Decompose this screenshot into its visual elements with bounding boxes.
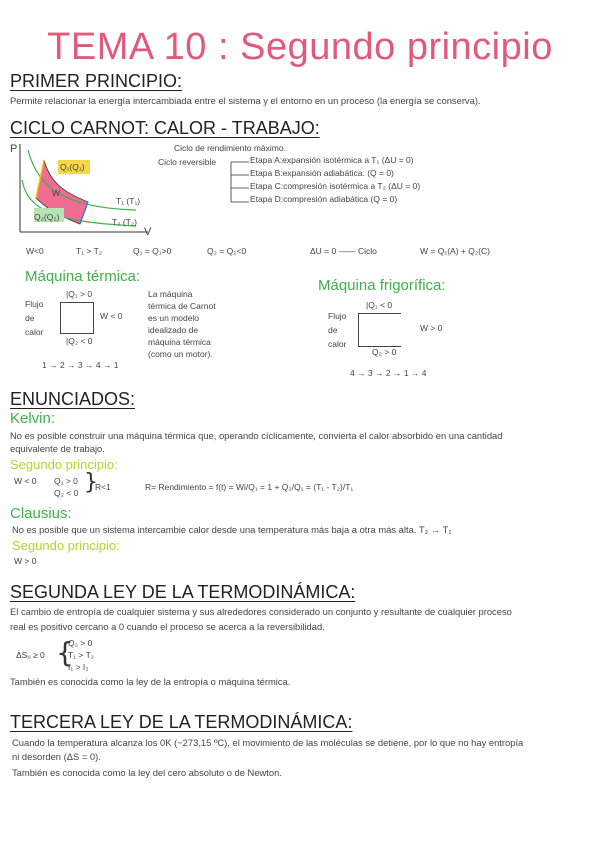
- termica-desc-1: La máquina: [148, 289, 193, 299]
- rel-w: W<0: [26, 246, 44, 256]
- c-w: W > 0: [14, 556, 37, 566]
- k-brace: }: [84, 470, 98, 495]
- k-q2: Q₂ < 0: [54, 488, 79, 498]
- clausius-heading: Clausius:: [10, 505, 72, 522]
- segundo-heading-2: Segundo principio:: [12, 538, 120, 553]
- segundo-heading-1: Segundo principio:: [10, 457, 118, 472]
- k-w: W < 0: [14, 476, 37, 486]
- kelvin-text-1: No es posible construir una máquina térmica que, operando cíclicamente, convierta el calor absorbido en una cantidad: [10, 430, 503, 441]
- p-label: P: [10, 143, 18, 155]
- page-title: TEMA 10 : Segundo principio: [47, 26, 553, 68]
- step-d: Etapa D:compresión adiabática (Q = 0): [250, 194, 398, 204]
- segunda-heading: SEGUNDA LEY DE LA TERMODINÁMICA:: [10, 582, 356, 602]
- termica-box: [60, 302, 94, 334]
- frigorifica-heading: Máquina frigorífica:: [318, 277, 446, 294]
- k-r: R<1: [95, 482, 111, 492]
- clausius-text: No es posible que un sistema intercambie calor desde una temperatura más baja a otra más alta. T₂ → T₁: [12, 524, 452, 535]
- t2-label: T₂ (T₂): [112, 217, 138, 227]
- termica-desc-5: máquina térmica: [148, 337, 211, 347]
- segunda-c3: I₁ > I₂: [68, 662, 89, 672]
- rel-du: ΔU = 0 —— Ciclo: [310, 246, 377, 256]
- rel-q2: Q₂ = Q₂<0: [207, 246, 247, 256]
- termica-desc-6: (como un motor).: [148, 349, 213, 359]
- frig-flujo-1: Flujo: [328, 311, 347, 321]
- segunda-also: También es conocida como la ley de la entropía o máquina térmica.: [10, 676, 291, 687]
- q2-label: Q₂(Q₂): [34, 212, 60, 222]
- frig-box: [358, 313, 401, 347]
- carnot-heading: CICLO CARNOT: CALOR - TRABAJO:: [10, 118, 320, 138]
- step-a: Etapa A:expansión isotérmica a T₁ (ΔU = 0): [250, 155, 414, 165]
- q1-label: Q₁(Q₁): [60, 162, 85, 172]
- frig-q1: |Q₁ < 0: [366, 300, 393, 310]
- kelvin-heading: Kelvin:: [10, 410, 56, 427]
- cycle-max: Ciclo de rendimiento máximo.: [174, 143, 286, 153]
- segunda-ds: ΔSᵤ ≥ 0: [16, 650, 45, 660]
- k-q1: Q₁ > 0: [54, 476, 78, 486]
- termica-desc-3: es un modelo: [148, 313, 200, 323]
- segunda-c2: T₁ > T₂: [68, 650, 95, 660]
- w-label: W: [52, 188, 61, 198]
- primer-text: Permite relacionar la energía intercambiada entre el sistema y el entorno en un proceso (la energía se conserva).: [10, 95, 481, 106]
- termica-order: 1 → 2 → 3 → 4 → 1: [42, 360, 119, 370]
- segunda-brace: {: [56, 636, 74, 669]
- tercera-also: También es conocida como la ley del cero absoluto o de Newton.: [12, 767, 282, 778]
- v-label: V: [144, 226, 152, 238]
- termica-desc-2: térmica de Carnot: [148, 301, 216, 311]
- termica-q2: |Q₂ < 0: [66, 336, 93, 346]
- kelvin-text-2: equivalente de trabajo.: [10, 443, 105, 454]
- primer-heading: PRIMER PRINCIPIO:: [10, 71, 183, 91]
- frig-flujo-3: calor: [328, 339, 347, 349]
- frig-w: W > 0: [420, 323, 443, 333]
- segunda-text-2: real es positivo cercano a 0 cuando el proceso se acerca a la reversibilidad.: [10, 621, 325, 632]
- termica-flujo-1: Flujo: [25, 299, 44, 309]
- rel-wq: W = Q₁(A) + Q₂(C): [420, 246, 490, 256]
- rel-q1: Q₁ = Q₁>0: [133, 246, 172, 256]
- segunda-text-1: El cambio de entropía de cualquier sistema y sus alrededores considerado un conjunto y resultante de cualquier proceso: [10, 606, 512, 617]
- termica-desc-4: idealizado de: [148, 325, 199, 335]
- t1-label: T₁ (T₁): [116, 196, 141, 206]
- frig-order: 4 → 3 → 2 → 1 → 4: [350, 368, 427, 378]
- cycle-rev: Ciclo reversible: [158, 157, 217, 167]
- frig-flujo-2: de: [328, 325, 338, 335]
- step-b: Etapa B:expansión adiabática. (Q = 0): [250, 168, 394, 178]
- termica-q1: |Q₁ > 0: [66, 289, 93, 299]
- tercera-text-1: Cuando la temperatura alcanza los 0K (−273,15 ºC), el movimiento de las moléculas se detiene, por lo que no hay entropía: [12, 737, 524, 748]
- tercera-heading: TERCERA LEY DE LA TERMODINÁMICA:: [10, 712, 353, 732]
- termica-flujo-2: de: [25, 313, 35, 323]
- tercera-text-2: ni desorden (ΔS = 0).: [12, 751, 101, 762]
- termica-w: W < 0: [100, 311, 123, 321]
- segunda-c1: Q₂ > 0: [68, 638, 93, 648]
- frig-q2: Q₂ > 0: [372, 347, 397, 357]
- enunciados-heading: ENUNCIADOS:: [10, 389, 136, 409]
- efficiency-formula: R= Rendimiento = f(t) = Wi/Q₁ = 1 + Q₂/Q₁ = (T₁ - T₂)/T₁: [145, 482, 354, 492]
- rel-t: T₁ > T₂: [76, 246, 103, 256]
- step-c: Etapa C:compresión isotérmica a T₂ (ΔU = 0): [250, 181, 421, 191]
- termica-flujo-3: calor: [25, 327, 44, 337]
- termica-heading: Máquina térmica:: [25, 268, 141, 285]
